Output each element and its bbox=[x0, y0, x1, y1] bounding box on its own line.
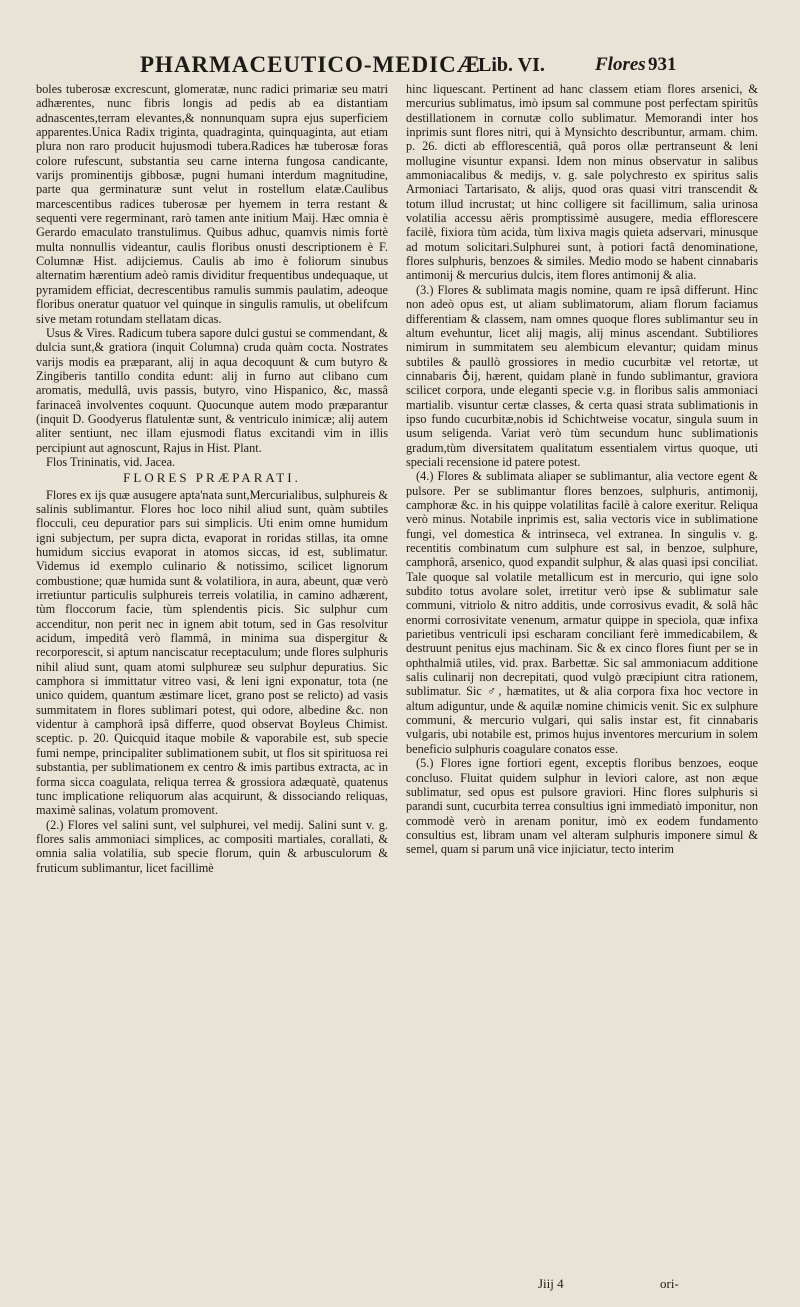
paragraph: Usus & Vires. Radicum tubera sapore dulci gustui se commendant, & dulcia sunt,& gratiora (inquit Columna) cruda quàm cocta. Nostrates varijs modis ea præparant, alij in aqua decoquunt & cum butyro & Zingiberis tantillo condita edunt: alij in furno aut clibano cum aromatis, medullâ, uvis passis, butyro, vino Hispanico, &c, massâ farinaceâ involventes coquunt. Quocunque autem modo præparantur (inquit D. Goodyerus flatulentæ sunt, & ventriculo inimicæ; alij autem aliter sentiunt, nec illam ejusmodi flatus excitandi vim in illis percipiunt aut agnoscunt, Rajus in Hist. Plant. bbox=[36, 325, 388, 455]
right-column bbox=[406, 82, 758, 857]
paragraph: Flos Trininatis, vid. Jacea. bbox=[46, 454, 176, 469]
paragraph: (4.) Flores & sublimata aliaper se sublimantur, alia vectore egent & pulsore. Per se sublimantur flores benzoes, sulphuris, antimonij, camphoræ &c. in his quippe volatilitas facilè à calore exeritur. Reliqua verò minus. Notabile inprimis est, salia vectoris vice in sublimatione fungi, vel domestica & intrinseca, vel extranea. In singulis v. g. recentitis combinatum cum sulphure est sal, in benzoe, sulphure, camphorâ, arsenico, quod expandit sulphur, & alas quasi ipsi conciliat. Tale quoque sal volatile metallicum est in mercurio, qui igne solo subdito totus avolare solet, irretitur verò ipse & sublimatur sale communi, vitriolo & nitro additis, unde corrosivus evadit, & solâ hâc enormi corrosivitate venenum, armatur quippe in speciola, quæ infixa parietibus ventriculi ipsi escharam conciliant ferè immedicabilem, & destruunt penitus ejus machinam. Sic & ex cinco flores fiunt per se in ophthalmiâ utiles, vid. prax. Barbettæ. Sic sal ammoniacum additione salis culinarij non decrepitati, quod vulgò præcipiunt citra rationem, sublimatur. Sic ♂, hæmatites, ut & alia corpora fixa hoc vectore in altum adiguntur, unde & aquilæ nomine chimicis venit. Sic ex sulphure communi, & mercurio vulgari, qui salis instar est, fit cinnabaris vulgaris, ubi notabile est, primos hujus inventores mercurium in solem beneficio sulphuris coagulare conatos esse. bbox=[406, 469, 758, 756]
paragraph: (3.) Flores & sublimata magis nomine, quam re ipsâ differunt. Hinc non adeò opus est, ut aliam sublimatorum, aliam florum faciamus differentiam & classem, nam omnes quoque flores sublimantur seu in altum evehuntur, licet alij magis, alij minus ascendant. Subtiliores nimirum in summitatem seu alembicum elevantur; quidam minus subtiles & paullò grossiores in medio cucurbitæ vel retortæ, ut cinnabaris ♁ij, hærent, quidam planè in fundo sublimantur, graviora scilicet corpora, unde eleganti specie v.g. in floribus salis ammoniaci martialib. visuntur certæ classes, & certa quasi strata sublimationis in ipso fundo cucurbitæ,nobis id Schichtweise vocatur, singula suum in usum seligenda. Variat verò tùm secundum hunc sublimationis gradum,tùm diversitatem qualitatum essentialem virtus quoque, uti speciali recensione id patere potest. bbox=[406, 282, 758, 469]
left-column bbox=[36, 82, 388, 875]
paragraph: Flores ex ijs quæ ausugere apta'nata sunt,Mercurialibus, sulphureis & salinis sublimantur. Flores hoc loco nihil aliud sunt, quàm subtiles flocculi, ceu depuratior pars sui simplicis. Uti enim omne humidum igni subjectum, per supra dicta, evaporat in roridas stillas, ita omne humidum siccius evaporat in atomos siccas, id est, sublimatur. Videmus id exemplo culinario & notissimo, scilicet lignorum combustione; quæ humida sunt & volatiliora, in aura, abeunt, quæ verò irretiuntur particulis sulphureis terreis volatilia, in camino adhærent, tùm floccorum facie, tùm splendentis picis. Sic sulphur cum accenditur, non perit nec in ignem abit totum, sed in Gas resolvitur acidum, impeditâ verò flammâ, in minima sua dispergitur & recorporescit, si aptum nanciscatur receptaculum; unde flores sulphuris nihil aliud sunt, quam atomi sulphureæ seu sulphur depuratius. Sic camphora si immittatur vitreo vasi, & leni igni exponatur, tota (ne unico quidem, quantum æstimare licet, grano post se relicto) ad vasis summitatem in flores sublimari potest, qui odore, albedine &c. non videntur à camphorâ ipsâ differre, quod observat Boyleus Chimist. sceptic. p. 20. Quicquid itaque mobile & vaporabile est, sub specie fumi nempe, principaliter sublimationem subit, ut flos sit spirituosa rei substantia, per sublimationem ex centro & imis partibus extracta, ac in forma sicca coagulata, reliqua terrea & grossiora adæquatè, quatenus tunc implicatione reliquorum alas acquirunt, & dissociando reliquas, maximè salinas, volatum promovent. bbox=[36, 487, 388, 818]
running-header bbox=[140, 52, 790, 82]
paragraph: (5.) Flores igne fortiori egent, exceptis floribus benzoes, eoque concluso. Fluitat quidem sulphur in leviori calore, ast non æque sublimatur, sed opus est pulsore graviori. Hinc flores sulphuris si parandi sunt, cucurbita terrea consultius igni immediatò imponitur, non commodè verò in arenam ponitur, imò ex eodem fundamento consultius est, libram unam vel alteram sulphuris imponere simul & semel, quam si parum unâ vice injiciatur, tecto interim bbox=[406, 756, 758, 857]
book-number: Lib. VI. bbox=[478, 54, 545, 76]
section-heading: FLORES PRÆPARATI. bbox=[123, 470, 301, 486]
paragraph: boles tuberosæ excrescunt, glomeratæ, nunc radici primariæ seu matri adhærentes, nunc fibris longis ad pedis ab ea distantiam adnascentes,terram elevantes,& nonnunquam supra ejus superficiem apparentes.Unica Radix triginta, quadraginta, quinquaginta, aut etiam plura non raro producit hujusmodi tubera.Radices hæ tuberosæ foras colore rufescunt, substantia seu carne interna fungosa candicante, varijs prominentijs gibbosæ, pugni humani interdum magnitudine, parte qua germinaturæ sunt velut in rostellum elatæ.Caulibus marcescentibus radices tuberosæ per hyemem in terra restant & sequenti vere regerminant, rarò tamen ante initium Maij. Hæc omnia è Gerardo emaculato transtulimus. Quibus adhuc, quamvis nimis fortè multa nonnullis videantur, caulis floribus onusti descriptionem è F. Columnæ Hist. adijciemus. Caulis ab imo è foliorum sinubus alternatim hærentium adeò ramis dividitur frequentibus undequaque, ut pyramidem efficiat, decrescentibus ramulis summis paulatim, adeoque floribus oneratur quatuor vel quinque in singulis ramulis, ut obelifcum sive metam rotundam stellatam dicas. bbox=[36, 82, 388, 326]
page-footer bbox=[538, 1276, 718, 1294]
paragraph: (2.) Flores vel salini sunt, vel sulphurei, vel medij. Salini sunt v. g. flores salis ammoniaci simplices, ac compositi martiales, corallati, & omnia salia volatilia, sub specie florum, quin & arbusculorum & fruticum sublimantur, licet facillimè bbox=[36, 817, 388, 875]
paragraph: hinc liquescant. Pertinent ad hanc classem etiam flores arsenici, & mercurius sublimatus, imò ipsum sal commune post perfectam spiritûs destillationem in cornutæ collo sublimatur. Memorandi inter hos inprimis sunt flores nitri, qui à Mynsichto describuntur, armam. chim. p. 26. dicti ab efflorescentiâ, quâ poros ollæ pertranseunt & leni mollugine visuntur expansi. Idem non minus observatur in salibus ammoniacalibus & medijs, v. g. sale polychresto ex spiritus salis Armoniaci Tartarisato, & alijs, quod oras quasi vitri transcendit & totum illud incrustat; ut hinc colligere sit facillimum, salia urinosa volatilia accessu aëris promptissimè ausugere, media efflorescere facilè, fixiora tùm acida, tùm lixiva magis quieta adservari, minusque ad motum solicitari.Sulphurei sunt, à potiori factâ denominatione, flores sulphuris, benzoes & similes. Medio modo se habent cinnabaris antimonij & mercurius dulcis, item flores antimonij & alia. bbox=[406, 82, 758, 283]
running-title: PHARMACEUTICO-MEDICÆ bbox=[140, 52, 481, 77]
signature-mark: Jiij 4 bbox=[538, 1276, 564, 1291]
catchword: ori- bbox=[660, 1276, 679, 1291]
section-title: Flores bbox=[595, 54, 646, 75]
page-number: 931 bbox=[648, 54, 677, 75]
